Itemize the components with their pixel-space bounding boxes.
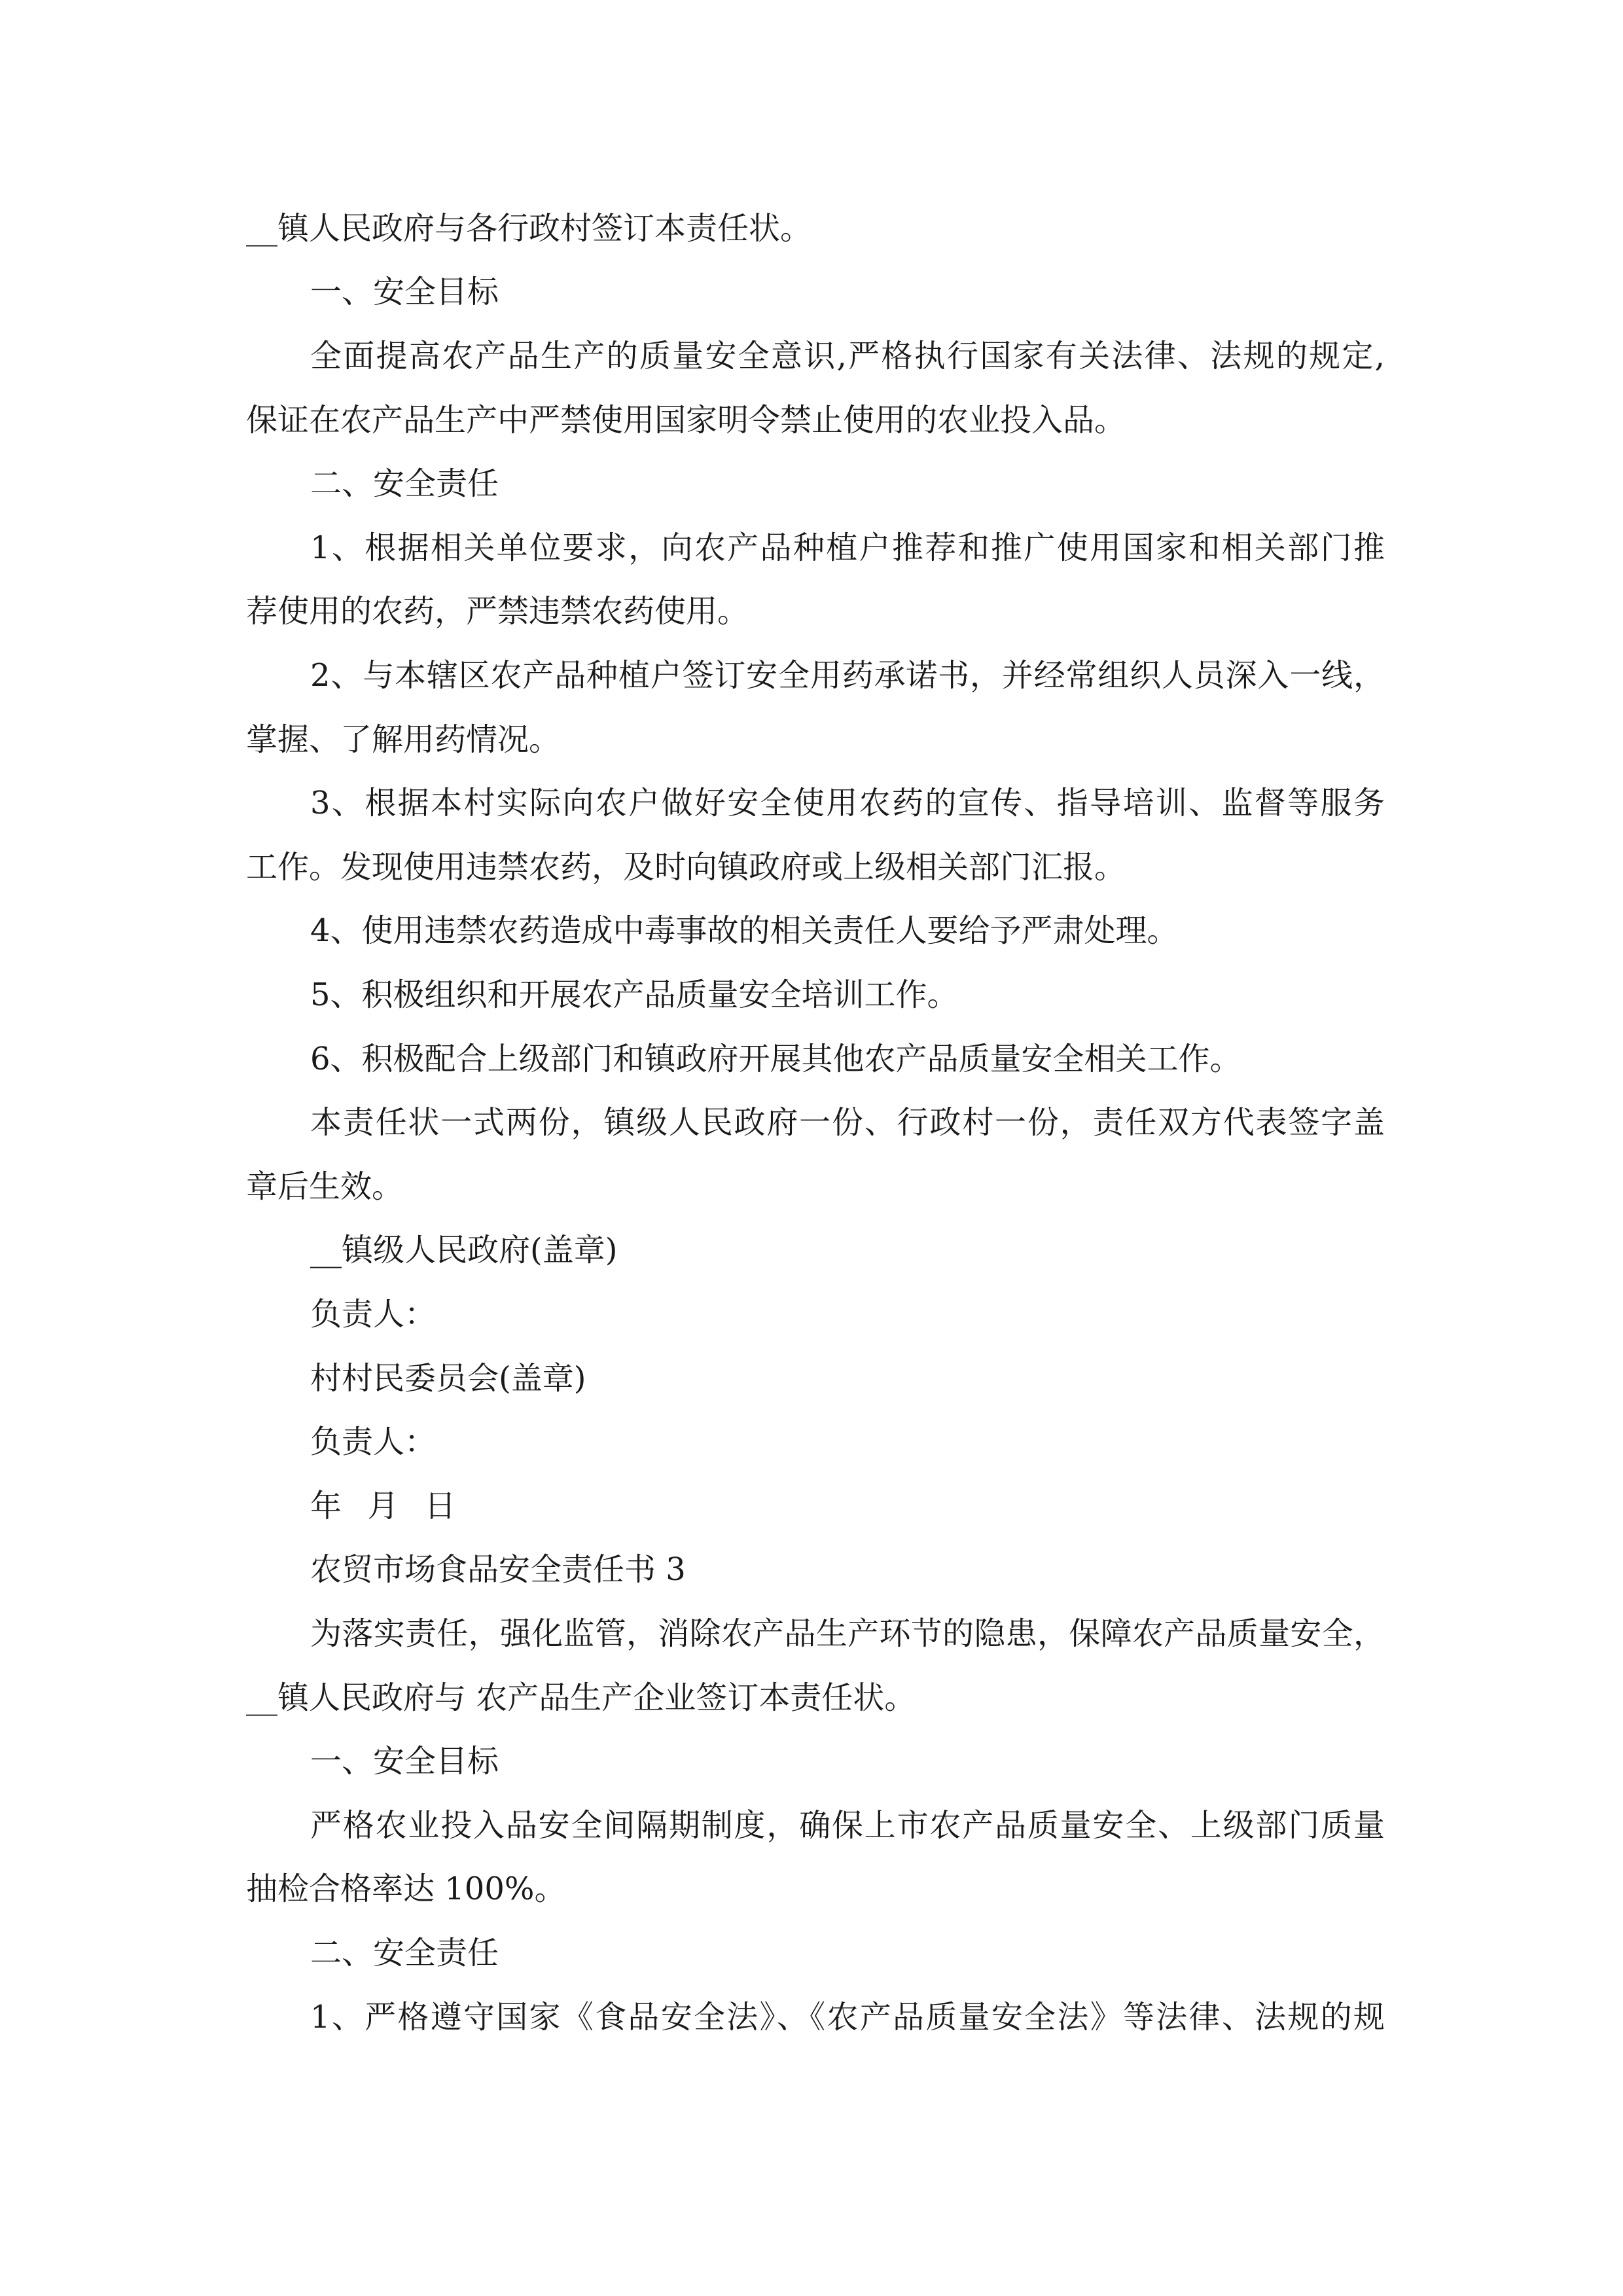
- text-line: 章后生效。: [246, 1168, 404, 1205]
- text-line: 保证在农产品生产中严禁使用国家明令禁止使用的农业投入品。: [246, 402, 1126, 439]
- signature-line: 负责人：: [310, 1424, 437, 1460]
- text-line: 工作。发现使用违禁农药，及时向镇政府或上级相关部门汇报。: [246, 849, 1126, 886]
- text-line: __镇人民政府与各行政村签订本责任状。: [246, 210, 812, 247]
- text-line: 5、积极组织和开展农产品质量安全培训工作。: [310, 977, 959, 1013]
- text-line: 1、根据相关单位要求，向农产品种植户推荐和推广使用国家和相关部门推: [310, 529, 1385, 566]
- text-line: 本责任状一式两份，镇级人民政府一份、行政村一份，责任双方代表签字盖: [310, 1104, 1385, 1141]
- text-line: 全面提高农产品生产的质量安全意识,严格执行国家有关法律、法规的规定,: [310, 338, 1385, 374]
- text-line: 严格农业投入品安全间隔期制度，确保上市农产品质量安全、上级部门质量: [310, 1807, 1385, 1844]
- text-line: __镇人民政府与 农产品生产企业签订本责任状。: [246, 1679, 916, 1716]
- section-heading: 二、安全责任: [310, 1935, 499, 1971]
- text-line: 6、积极配合上级部门和镇政府开展其他农产品质量安全相关工作。: [310, 1041, 1241, 1077]
- signature-line: 负责人：: [310, 1296, 437, 1333]
- document-title: 农贸市场食品安全责任书 3: [310, 1551, 686, 1588]
- text-line: 1、严格遵守国家《食品安全法》、《农产品质量安全法》等法律、法规的规: [310, 1999, 1385, 2036]
- text-line: 掌握、了解用药情况。: [246, 721, 561, 758]
- text-line: 4、使用违禁农药造成中毒事故的相关责任人要给予严肃处理。: [310, 912, 1179, 949]
- text-line: 为落实责任，强化监管，消除农产品生产环节的隐患，保障农产品质量安全，: [310, 1615, 1385, 1652]
- section-heading: 一、安全目标: [310, 1743, 499, 1780]
- signature-line: __镇级人民政府(盖章): [310, 1232, 618, 1268]
- section-heading: 二、安全责任: [310, 465, 499, 502]
- section-heading: 一、安全目标: [310, 274, 499, 310]
- text-line: 2、与本辖区农产品种植户签订安全用药承诺书，并经常组织人员深入一线，: [310, 657, 1385, 694]
- date-line: 年 月 日: [310, 1488, 456, 1524]
- text-line: 3、根据本村实际向农户做好安全使用农药的宣传、指导培训、监督等服务: [310, 785, 1385, 821]
- signature-line: 村村民委员会(盖章): [310, 1360, 586, 1397]
- text-line: 荐使用的农药，严禁违禁农药使用。: [246, 593, 749, 630]
- text-line: 抽检合格率达 100%。: [246, 1871, 566, 1907]
